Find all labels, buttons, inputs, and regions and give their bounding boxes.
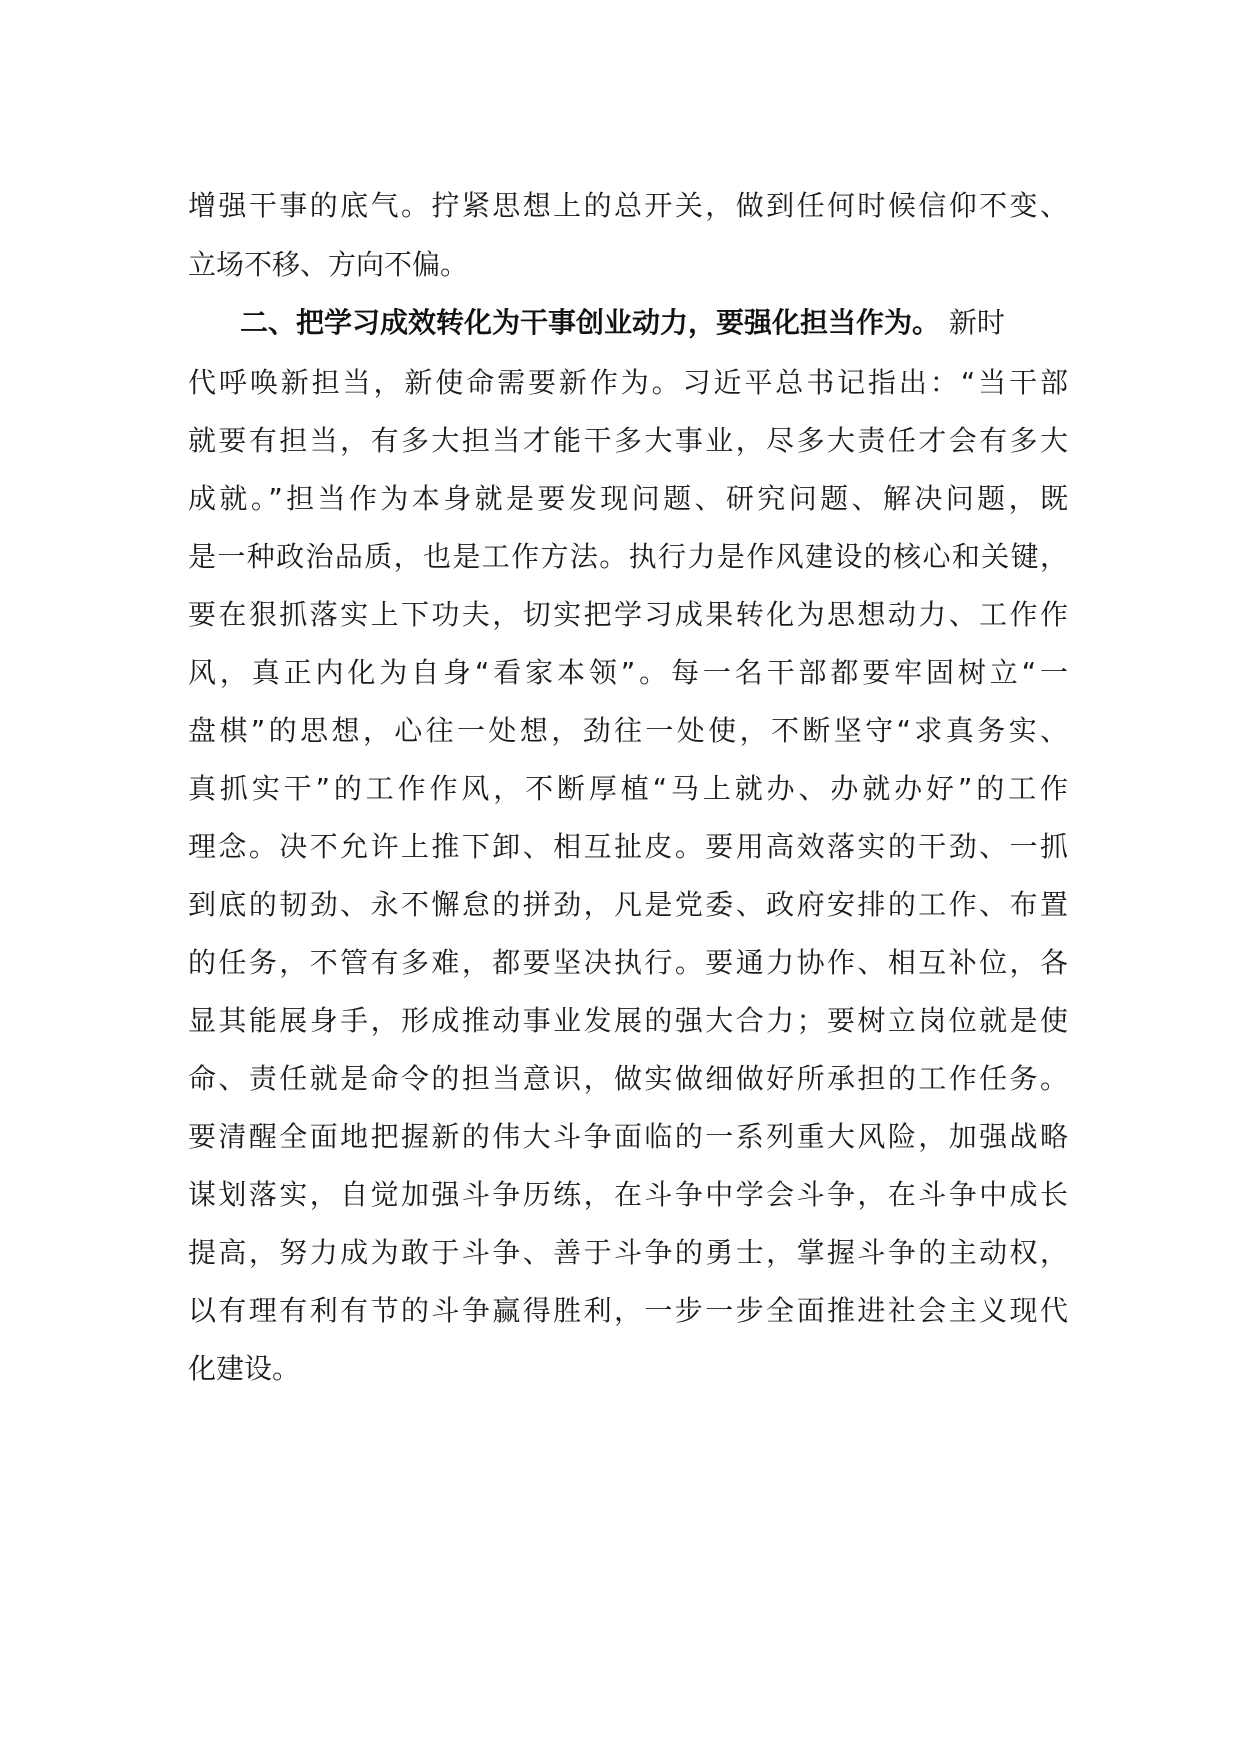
- paragraph-2-line: 到底的韧劲、永不懈怠的拼劲，凡是党委、政府安排的工作、布置: [188, 888, 1068, 921]
- paragraph-2-line: 成就。”担当作为本身就是要发现问题、研究问题、解决问题，既: [188, 482, 1068, 515]
- paragraph-1-line-1: 增强干事的底气。拧紧思想上的总开关，做到任何时候信仰不变、: [188, 189, 1068, 222]
- paragraph-2-line: 理念。决不允许上推下卸、相互扯皮。要用高效落实的干劲、一抓: [188, 830, 1068, 863]
- paragraph-2-line: 提高，努力成为敢于斗争、善于斗争的勇士，掌握斗争的主动权，: [188, 1236, 1068, 1269]
- paragraph-2-line: 的任务，不管有多难，都要坚决执行。要通力协作、相互补位，各: [188, 946, 1068, 979]
- paragraph-2-heading-tail: 新时: [940, 306, 1005, 339]
- paragraph-1-line-2: 立场不移、方向不偏。: [188, 248, 469, 281]
- paragraph-2-first-line: [240, 301, 1068, 345]
- paragraph-2-line: 化建设。: [188, 1352, 301, 1385]
- paragraph-2-line: 是一种政治品质，也是工作方法。执行力是作风建设的核心和关键，: [188, 540, 1068, 573]
- paragraph-2-line: 以有理有利有节的斗争赢得胜利，一步一步全面推进社会主义现代: [188, 1294, 1068, 1327]
- paragraph-2-line: 命、责任就是命令的担当意识，做实做细做好所承担的工作任务。: [188, 1062, 1068, 1095]
- paragraph-2-line: 显其能展身手，形成推动事业发展的强大合力；要树立岗位就是使: [188, 1004, 1068, 1037]
- paragraph-2-line: 风，真正内化为自身“看家本领”。每一名干部都要牢固树立“一: [188, 656, 1068, 689]
- paragraph-2-line: 谋划落实，自觉加强斗争历练，在斗争中学会斗争，在斗争中成长: [188, 1178, 1068, 1211]
- paragraph-2-line: 盘棋”的思想，心往一处想，劲往一处使，不断坚守“求真务实、: [188, 714, 1068, 747]
- paragraph-2-line: 要清醒全面地把握新的伟大斗争面临的一系列重大风险，加强战略: [188, 1120, 1068, 1153]
- paragraph-2-line: 就要有担当，有多大担当才能干多大事业，尽多大责任才会有多大: [188, 424, 1068, 457]
- paragraph-2-line: 要在狠抓落实上下功夫，切实把学习成果转化为思想动力、工作作: [188, 598, 1068, 631]
- paragraph-2-line: 代呼唤新担当，新使命需要新作为。习近平总书记指出：“当干部: [188, 366, 1068, 399]
- paragraph-2-line: 真抓实干”的工作作风，不断厚植“马上就办、办就办好”的工作: [188, 772, 1068, 805]
- section-heading: 二、把学习成效转化为干事创业动力，要强化担当作为。: [240, 306, 941, 339]
